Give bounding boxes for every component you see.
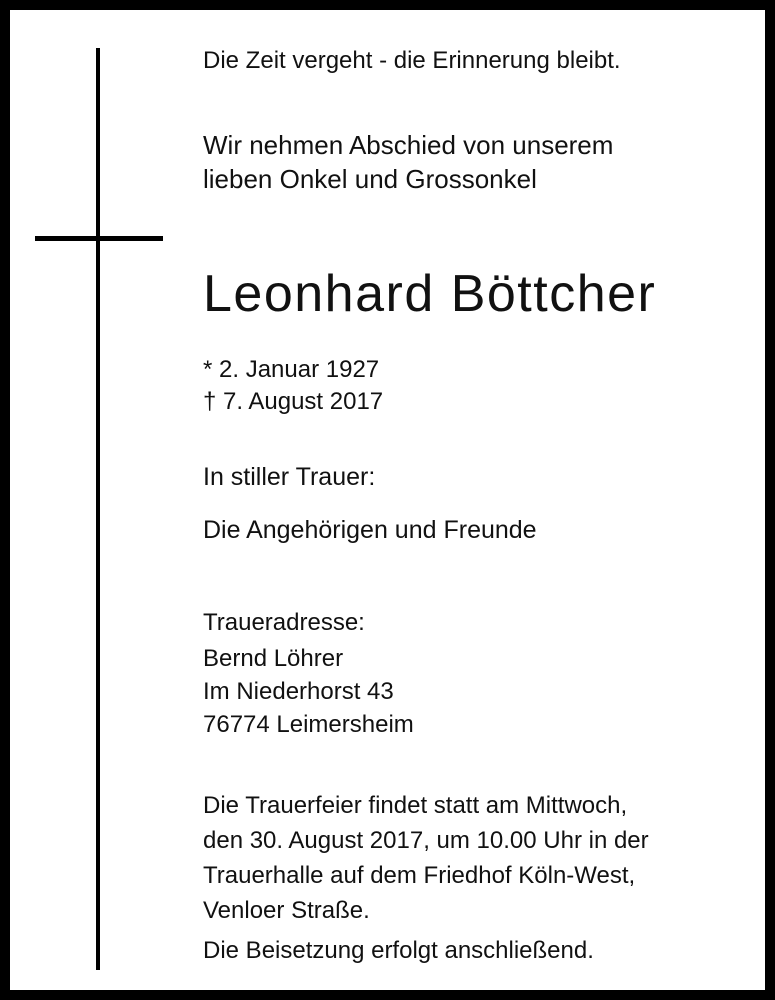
birth-date: * 2. Januar 1927 <box>203 356 380 383</box>
motto: Die Zeit vergeht - die Erinnerung bleibt. <box>203 47 621 74</box>
intro-line-2: lieben Onkel und Grossonkel <box>203 164 537 194</box>
funeral-service-details <box>203 788 743 928</box>
service-line-4: Venloer Straße. <box>203 897 370 924</box>
intro-line-1: Wir nehmen Abschied von unserem <box>203 130 614 160</box>
burial-note: Die Beisetzung erfolgt anschließend. <box>203 937 594 964</box>
mourning-address-street: Im Niederhorst 43 <box>203 678 394 705</box>
mourners: Die Angehörigen und Freunde <box>203 516 537 544</box>
mourning-label: In stiller Trauer: <box>203 463 376 491</box>
mourning-address-city: 76774 Leimersheim <box>203 711 414 738</box>
cross-icon-horizontal-bar <box>35 236 163 241</box>
service-line-3: Trauerhalle auf dem Friedhof Köln-West, <box>203 862 636 889</box>
service-line-2: den 30. August 2017, um 10.00 Uhr in der <box>203 827 649 854</box>
mourning-address-label: Traueradresse: <box>203 609 365 636</box>
death-date: † 7. August 2017 <box>203 388 384 415</box>
service-line-1: Die Trauerfeier findet statt am Mittwoch, <box>203 792 628 819</box>
deceased-name: Leonhard Böttcher <box>203 265 657 323</box>
cross-icon-vertical-bar <box>96 48 100 970</box>
mourning-address-name: Bernd Löhrer <box>203 645 344 672</box>
